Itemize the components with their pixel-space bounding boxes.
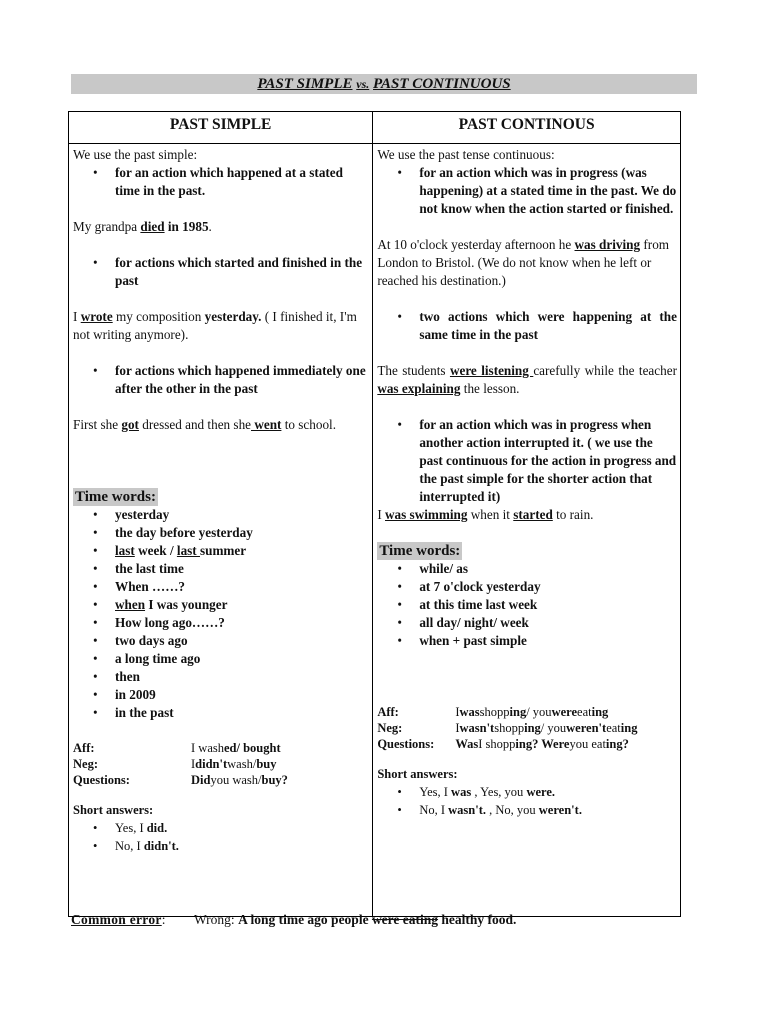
pc-time-words-label: Time words:	[379, 543, 461, 559]
time-word: • at 7 o'clock yesterday	[419, 578, 677, 596]
pc-neg-row: Neg: I wasn't shopp ing / you weren't eat ing	[377, 721, 638, 735]
ps-short-answers: • Yes, I did. • No, I didn't.	[73, 819, 369, 855]
common-error-label: Common error	[71, 912, 162, 927]
struck-text: were eating	[371, 912, 439, 927]
ps-question-row: Questions: Did you wash/ buy?	[73, 773, 288, 787]
ps-use-1: • for an action which happened at a stated time in the past.	[115, 164, 369, 200]
ps-aff-row: Aff: I wash ed/ bought	[73, 741, 281, 755]
pc-question-row: Questions: Was I shopp ing? Were you eat ing?	[377, 737, 629, 751]
time-word: • while/ as	[419, 560, 677, 578]
time-word: • last week / last summer	[115, 542, 369, 560]
pc-time-words-list	[377, 560, 677, 650]
time-word: • all day/ night/ week	[419, 614, 677, 632]
title-vs: vs.	[356, 77, 370, 91]
time-word: • when I was younger	[115, 596, 369, 614]
pc-example-2: The students were listening carefully while the teacher was explaining the lesson.	[377, 363, 677, 396]
pc-use-2: • two actions which were happening at the same time in the past	[419, 308, 677, 344]
time-word: • then	[115, 668, 369, 686]
pc-use-3: • for an action which was in progress when another action interrupted it. ( we use the past continuous for the action in progress and the past simple for the shorter action that interrupted it)	[419, 416, 677, 506]
time-word: • when + past simple	[419, 632, 677, 650]
time-word: • the last time	[115, 560, 369, 578]
document-title	[71, 74, 697, 94]
ps-time-words-list	[73, 506, 369, 722]
common-error-line: Common error: Wrong: A long time ago people were eating healthy food.	[71, 912, 517, 927]
header-past-simple: PAST SIMPLE	[69, 112, 373, 144]
time-word: • at this time last week	[419, 596, 677, 614]
time-word: • a long time ago	[115, 650, 369, 668]
ps-example-1: My grandpa died in 1985.	[73, 219, 212, 234]
time-word: • two days ago	[115, 632, 369, 650]
time-word: • the day before yesterday	[115, 524, 369, 542]
pc-example-1: At 10 o'clock yesterday afternoon he was driving from London to Bristol. (We do not know when he left or reached his destination.)	[377, 237, 670, 288]
ps-example-2: I wrote my composition yesterday. ( I finished it, I'm not writing anymore).	[73, 309, 357, 342]
ps-example-3: First she got dressed and then she went to school.	[73, 417, 337, 432]
ps-use-3: • for actions which happened immediately one after the other in the past	[115, 362, 369, 398]
pc-short-answers: • Yes, I was , Yes, you were. • No, I wasn't. , No, you weren't.	[377, 783, 677, 819]
time-word: • When ……?	[115, 578, 369, 596]
time-word: • yesterday	[115, 506, 369, 524]
pc-short-answers-label: Short answers:	[377, 767, 458, 781]
time-word: • in 2009	[115, 686, 369, 704]
time-word: • in the past	[115, 704, 369, 722]
ps-neg-row: Neg: I didn't wash/ buy	[73, 757, 277, 771]
title-part2: PAST CONTINUOUS	[373, 76, 511, 92]
ps-time-words-label: Time words:	[75, 489, 156, 505]
pc-aff-row: Aff: I was shopp ing / you were eat ing	[377, 705, 609, 719]
pc-example-3: I was swimming when it started to rain.	[377, 507, 594, 522]
ps-use-2: • for actions which started and finished in the past	[115, 254, 369, 290]
pc-intro: We use the past tense continuous:	[377, 147, 555, 162]
wrong-label: Wrong:	[193, 912, 239, 927]
title-part1: PAST SIMPLE	[257, 76, 353, 92]
header-past-continuous: PAST CONTINOUS	[373, 112, 681, 144]
time-word: • How long ago……?	[115, 614, 369, 632]
ps-intro: We use the past simple:	[73, 147, 198, 162]
ps-short-answers-label: Short answers:	[73, 803, 154, 817]
comparison-table	[68, 111, 681, 917]
past-continuous-column	[373, 144, 681, 917]
past-simple-column	[69, 144, 373, 917]
pc-use-1: • for an action which was in progress (was happening) at a stated time in the past. We do not know when the action started or finished.	[419, 164, 677, 218]
